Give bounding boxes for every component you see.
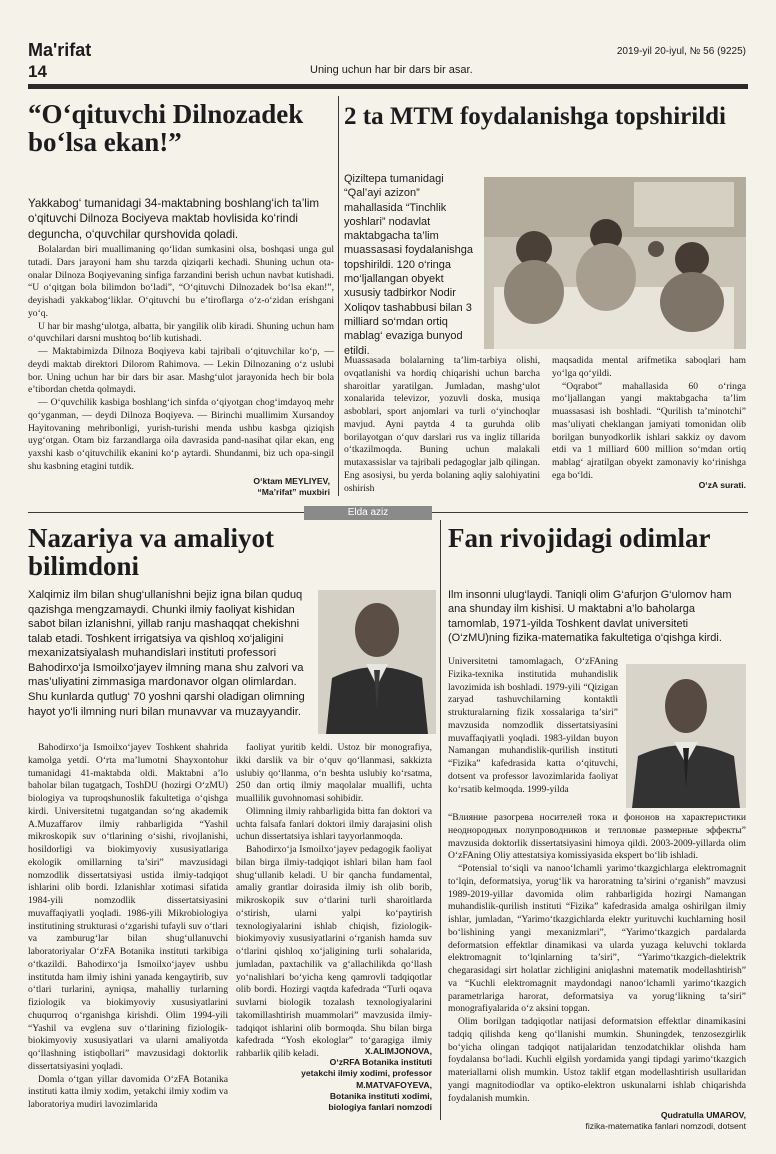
article2-col1: Muassasada bolalarning ta’lim-tarbiya olishi, ovqatlanishi va hordiq chiqarishi uchun barcha sharoitlar yaratilgan. Jumladan, mashg‘ulot xonalarida televizor, yozuvli doska, musiqa asboblari, sport anjomlari va turli o‘yinchoqlar mavjud. Ayni paytda 4 ta guruhda olib borilayotgan o‘quv darslari rus va ingliz tillarida o‘tkazilmoqda. Buning uchun malakali mutaxassislar va tajribali pedagoglar jalb qilingan. Eng asosiysi, bu yerda bolaning aqliy salohiyatini oshirish (344, 355, 540, 494)
article4-paragraph: “Potensial to‘siqli va nanoo‘lchamli yarimo‘tkazgichlarga elektromagnit to‘lqin, deformatsiya, yorug‘lik va haroratning ta’sirini o‘rganish” mavzusi 1989-2019-yillar davomida olim rahbarligida hozirgi Namangan muhandislik-qurilish instituti “Fizika” kafedrasida amalga oshirilgan ilmiy ishlar, jumladan, “Yarimo‘tkazgichlarda elektr yurituvchi kuchlarning hosil bo‘lishining yangi mexanizmlari”, “Yarimo‘tkazgich pardalarda deformatsion effektlar dinamikasi va ularda yuzaga keluvchi toklarda elektromagnit to‘lqinlarning ta’siri”, “Yarimo‘tkazgich-dielektrik chegarasidagi sirt holatlar zichligini aniqlashni matematik modellashtirish” va “Kuchli elektromagnit maydondagi nanoo‘lchamli yarimo‘tkazgich parametrlariga harorat, deformatsiya va yorug‘likning ta’siri” monografiyalarida o‘z aksini topgan. (448, 863, 746, 1015)
article4-title: Fan rivojidagi odimlar (448, 523, 711, 553)
article3-sign-line: Botanika instituti xodimi, (329, 1090, 432, 1101)
issue-info: 2019-yil 20-iyul, № 56 (9225) (616, 46, 746, 57)
article4-author-role: fizika-matematika fanlari nomzodi, dotsent (585, 1121, 746, 1132)
article4-col-top: Universitetni tamomlagach, O‘zFAning Fizika-texnika institutida muhandislik lavozimida ish boshladi. 1979-yili “Qizigan zaryad tashuvchilarning kontaktli strukturalarning fizik xossalariga ta’siri” mavzusida nomzodlik dissertatsiyasini muvaffaqiyatli yoqladi. 1983-yildan buyon Namangan muhandislik-qurilish instituti “Fizika” kafedrasida katta o‘qituvchi, dotsent va professor lavozimlarida faoliyat ko‘rsatib kelmoqda. 1999-yilda (448, 656, 618, 795)
article3-sign-line: M.MATVAFOYEVA, (356, 1079, 432, 1090)
article2-col2-text: maqsadida mental arifmetika saboqlari ham yo‘lga qo‘yildi. (552, 355, 746, 379)
article3-paragraph: Bahodirxo‘ja Ismoilxo‘jayev Toshkent shahrida kamolga yetdi. O‘rta ma’lumotni Shayxontohur tumanidagi 41-maktabda oldi. Maktabni a’lo baholar bilan tugatgach, ToshDU (hozirgi O‘zMU) biologiya va tuproqshunoslik fakultetiga o‘qishga kirdi. Universitetni tugatgandan so‘ng akademik A.Muzaffarov ilmiy rahbarligida “Yashil mikroskopik suv o‘tlarining o‘sishi, rivojlanishi, hosildorligi va biokimyoviy xususiyatlariga ekologik omillarning ta’siri” mavzusidagi nomzodlik dissertatsiyasi ustida ilmiy-tadqiqot ishlarini olib bordi. Izlanishlar xotimasi sifatida 1984-yili nomzodlik dissertatsiyasini muvaffaqiyatli yoqladi. 1986-yili Mikrobiologiya institutining strukturasi o‘zgarishi tufayli suv o‘tlari va zamburug‘lar bilan shug‘ullanuvchi laboratoriyalar O‘zFA Botanika instituti tarkibiga o‘tkazildi. Bahodirxo‘ja Ismoilxo‘jayev ushbu institutda ham ilmiy ishini yanada kengaytirib, suv o‘tlari turlarini, ayniqsa, mahalliy turlarning fiziologik va biokimyoviy xususiyatlarini chuqurroq o‘rganishga kirishdi. Olim 1994-yili “Yashil va evglena suv o‘tlarining fiziologik-biokimyoviy xususiyatlari va ularni amaliyotda qo‘llashning istiqbollari” mavzusidagi doktorlik dissertatsiyasini yoqladi. (28, 742, 228, 1072)
article1-author-role: “Ma’rifat” muxbiri (257, 487, 330, 498)
page-number: 14 (28, 62, 47, 81)
professor-portrait-image (318, 590, 436, 734)
article1-paragraph: U har bir mashg‘ulotga, albatta, bir yangilik olib kiradi. Shuning uchun ham o‘quvchilari darsni mushtoq bo‘lib kutishadi. (28, 320, 334, 345)
article2-col2-paragraph: “Oqrabot” mahallasida 60 o‘ringa mo‘ljallangan yangi maktabgacha ta’lim muassasasi ish boshladi. “Qurilish ta’minotchi” mas’uliyati cheklangan jamiyati tomonidan olib borilgan bunyodkorlik ishlari sakkiz oy davom etdi va 1 milliard 600 million so‘mdan ortiq mablag‘ ajratilgan obyekt zamonaviy ko‘rinishga ega bo‘ldi. (552, 380, 746, 481)
article3-paragraph: Domla o‘tgan yillar davomida O‘zFA Botanika instituti katta ilmiy xodim, yetakchi ilmiy xodim va laboratoriya mudiri lavozimlarida (28, 1073, 228, 1110)
article1-lead: Yakkabog‘ tumanidagi 34-maktabning boshlang‘ich ta’lim o‘qituvchi Dilnoza Bociyeva maktab hovlisida ko‘rindi deguncha, o‘quvchilar qurshovida qoladi. (28, 197, 320, 241)
article3-title: Nazariya va amaliyot bilimdoni (28, 523, 274, 582)
article1-paragraph: — Maktabimizda Dilnoza Boqiyeva kabi tajribali o‘qituvchilar ko‘p, — deydi maktab direktori Dilorom Rahimova. — Lekin Dilnozaning o‘z uslubi bor. Uning uchun har bir dars bir asar. Mashg‘ulot jarayonida hech bir bola e’tibordan chetda qolmaydi. (28, 346, 334, 396)
article2-col2 (552, 355, 746, 483)
header-rule (28, 84, 748, 89)
article3-sign-line: X.ALIMJONOVA, (364, 1046, 432, 1056)
article2-title: 2 ta MTM foydalanishga topshirildi (344, 103, 726, 130)
article3-signature (236, 1046, 432, 1113)
article1-paragraph: Bolalardan biri muallimaning qo‘lidan sumkasini olsa, boshqasi unga gul tutadi. Dars jarayoni ham shu tarzda qiziqarli kechadi. Shuning uchun ota-onalar Dilnoza Boqiyevaning sinfiga farzandini berish uchun navbat kutishadi. “U o‘qitgan bola bilimdon bo‘ladi”, “O‘qituvchi Dilnozadek bo‘lsa ekan!”, deyishadi yakkabog‘liklar. O‘qituvchi bu e’tiroflarga o‘z-o‘zidan erishgani yo‘q. (28, 244, 334, 319)
article4-signature (520, 1110, 746, 1132)
article3-paragraph: Olimning ilmiy rahbarligida bitta fan doktori va uchta falsafa fanlari doktori ilmiy darajasini olish uchun dissertatsiya ishlari tayyorlanmoqda. (236, 805, 432, 843)
article4-body (448, 812, 746, 1105)
column-divider (440, 520, 441, 1120)
article4-lead: Ilm insonni ulug‘laydi. Taniqli olim G‘afurjon G‘ulomov ham ana shunday ilm kishisi. U maktabni a’lo baholarga tamomlab, 1971-yilda Toshkent davlat universiteti (O‘zMU)ning fizika-matematika fakultetiga o‘qishga kirdi. (448, 589, 732, 644)
article3-sign-line: biologiya fanlari nomzodi (328, 1101, 432, 1112)
article3-paragraph: Bahodirxo‘ja Ismoilxo‘jayev pedagogik faoliyat bilan birga ilmiy-tadqiqot ishlari bilan ham faol shug‘ullanib keladi. U bir qancha fundamental, amaliy grantlar doirasida ilmiy ish olib borib, mikroskopik suv o‘tlarini turli sharoitlarda o‘stirish, ularni yalpi ko‘paytirish texnologiyalarini ishlab chiqish, fiziologik-biokimyoviy xususiyatlarini o‘rganish hamda suv o‘tlarini qishloq xo‘jaligining turli sohalarida, jumladan, paxtachilik va g‘allachilikda qo‘llash yo‘nalishlari bo‘yicha keng qamrovli tadqiqotlar olib bordi. Hozirgi vaqtda kafedrada “Turli oqava suvlarni biologik tozalash texnologiyalarini takomillashtirish muammolari” mavzusida ilmiy-tadqiqot ishlarini olib bormoqda. Shu bilan birga kafedrada “Yosh ekologlar” to‘garagiga ilmiy rahbarlik qilib keladi. (236, 844, 432, 1059)
section-tag: Elda aziz (304, 506, 432, 520)
article3-col1 (28, 742, 228, 1112)
photo-credit: O‘zA surati. (698, 480, 746, 490)
article1-body (28, 244, 334, 474)
article4-paragraph: Olim borilgan tadqiqotlar natijasi deformatsion effektlar dinamikasini tadqiq qilishda keng qo‘llanishi mumkin. Shuningdek, tenzosezgirlik bo‘yicha olingan tadqiqot natijalaridan tenzodatchiklar olishda ham foydalansa bo‘ladi. Kuchli elgilsh yordamida yangi tipdagi yarimo‘tkazgich materiallarni olish mumkin. Ustoz taklif etgan modellashtirish usullaridan yangi magnitodiodlar va optiko-elektron uskunalarni ishlab chiqarishda foydalanish mumkin. (448, 1016, 746, 1104)
article1-paragraph: — O‘quvchilik kasbiga boshlang‘ich sinfda o‘qiyotgan chog‘imdayoq mehr qo‘yganman, — deydi Dilnoza Boqiyeva. — Birinchi muallimim Xursandoy Hayitovaning mehribonligi, yurish-turishi menda ushbu kasbga qiziqish uyg‘otgan. Otam biz farzandlarga oila davrasida pand-nasihat qilar ekan, eng yaxshi kasb o‘qituvchilik ekanini ko‘p aytardi. Shundanmi, biz uch opa-singil shu kasbning etagini tutdik. (28, 397, 334, 472)
article3-lead: Xalqimiz ilm bilan shug‘ullanishni bejiz igna bilan quduq qazishga mengzamaydi. Chunki ilmiy faoliyat kishidan sabot bilan izlanishni, yillab ranju mashaqqat chekishni talab etadi. Toshkent irrigatsiya va qishloq xo‘jaligini mexanizatsiyalash muhandislari instituti professori Bahodirxo‘ja Ismoilxo‘jayev ilmning mana shu zalvori va mas’uliyatini zimmasiga mardonavor olgan olimlardan. Shu kunlarda qutlug‘ 70 yoshni qarshi oladigan olimning hayot yo‘li ilmning nuri bilan munavvar va muzayyandir. (28, 589, 305, 718)
article3-paragraph: faoliyat yuritib keldi. Ustoz bir monografiya, ikki darslik va bir o‘quv qo‘llanmasi, sakkizta uslubiy qo‘llanma, o‘n beshta uslubiy ko‘rsatma, 250 dan ortiq ilmiy maqolalar muallifi, uchta muallilik guvohnomasi sohibidir. (236, 742, 432, 804)
article1-author: O‘ktam MEYLIYEV, (253, 476, 330, 486)
professor-portrait (318, 590, 436, 734)
masthead: Ma'rifat (28, 40, 92, 60)
article3-sign-line: yetakchi ilmiy xodimi, professor (301, 1068, 432, 1079)
scientist-portrait (626, 664, 746, 808)
article3-col2 (236, 742, 432, 1061)
header-slogan: Uning uchun har bir dars bir asar. (310, 64, 473, 76)
article3-sign-line: O‘zRFA Botanika instituti (329, 1057, 432, 1068)
kindergarten-photo-image (484, 177, 746, 349)
article2-lead: Qiziltepa tumanidagi “Qal’ayi azizon” mahallasida “Tinchlik yoshlari” nodavlat maktabgacha ta’lim muassasasi foydalanishga topshirildi. 120 o‘ringa mo‘ljallangan obyekt xususiy tadbirkor Nodir Xoliqov tashabbusi bilan 3 milliard so‘mdan ortiq mablag‘ evaziga bunyod etildi. (344, 173, 474, 357)
scientist-portrait-image (626, 664, 746, 808)
article1-signature (170, 476, 330, 498)
article1-title: “O‘qituvchi Dilnozadek bo‘lsa ekan!” (28, 99, 304, 158)
column-divider (338, 96, 339, 496)
kindergarten-photo (484, 177, 746, 349)
article4-paragraph: “Влияние разогрева носителей тока и фононов на характеристики неоднородных полупроводников и тепловые размерные эффекты” mavzusida doktorlik dissertatsiyasini himoya qildi. 2003-2009-yillarda olim O‘zFAning Oliy attestatsiya komissiyasida ekspert bo‘lib ishladi. (448, 812, 746, 862)
article4-author: Qudratulla UMAROV, (660, 1110, 746, 1120)
